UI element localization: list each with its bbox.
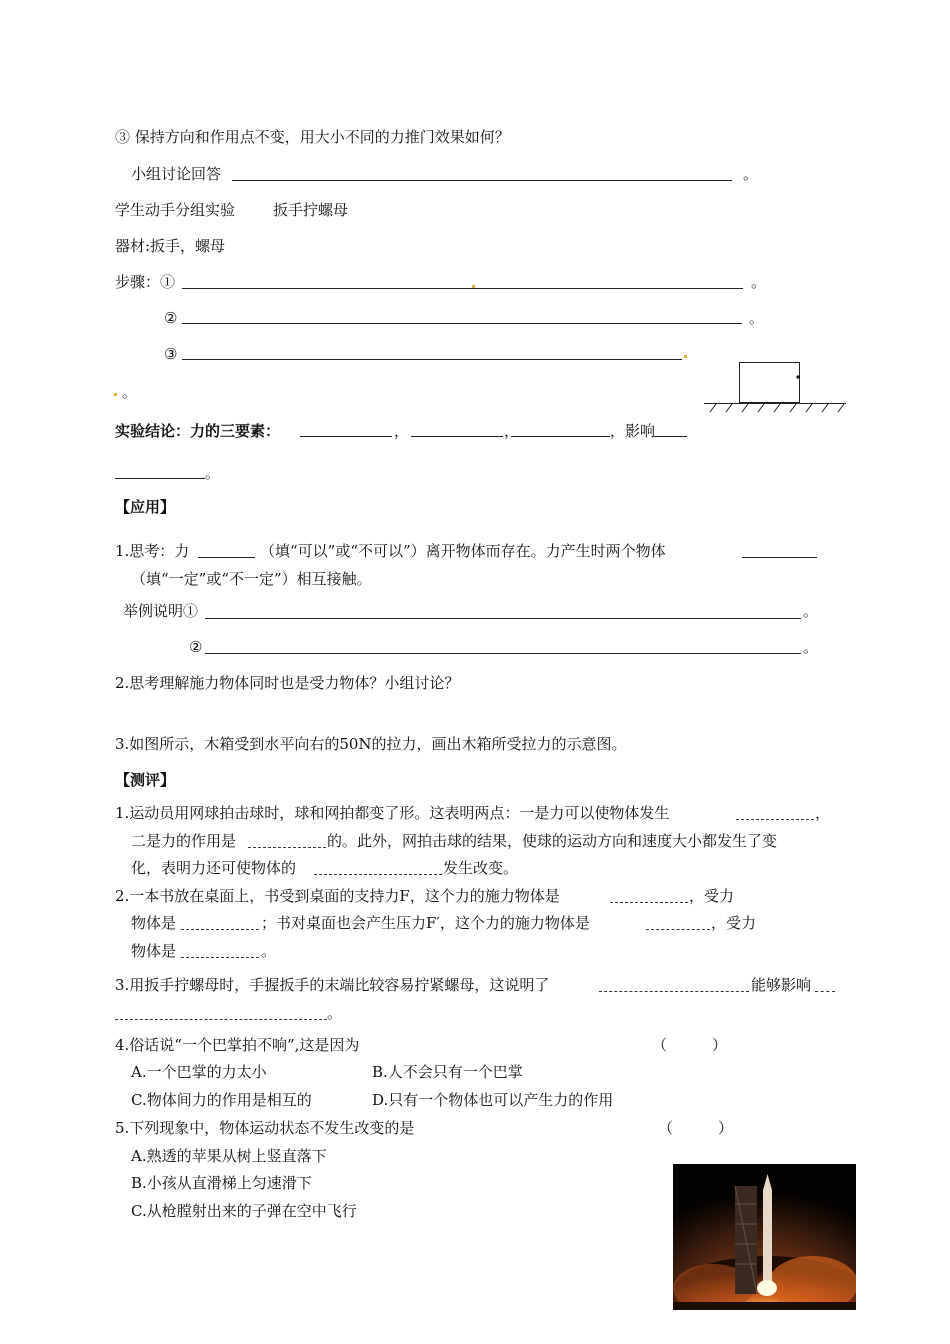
- ground-hatching: [710, 404, 844, 412]
- test-q1-line2-end: 的。此外，网拍击球的结果，使球的运动方向和速度大小都发生了变: [327, 832, 778, 850]
- rocket-launch-photo: [673, 1164, 856, 1310]
- affect-label: ，影响: [610, 422, 656, 440]
- period: 。: [122, 383, 138, 401]
- example-blank-2[interactable]: [205, 653, 801, 654]
- test-q1-line2-start: 二是力的作用是: [131, 832, 237, 850]
- group-answer-label: 小组讨论回答: [131, 165, 222, 183]
- test-q2-blank-3[interactable]: [646, 929, 710, 930]
- example-blank-1[interactable]: [205, 618, 801, 619]
- period: 。: [327, 1004, 343, 1022]
- answer-paren: （ ）: [658, 1119, 734, 1137]
- stray-mark: [114, 393, 117, 396]
- test-q3-blank-3[interactable]: [115, 1019, 327, 1020]
- test-q3-blank-2[interactable]: [815, 991, 835, 992]
- test-q1-blank-1[interactable]: [736, 819, 814, 820]
- period: 。: [261, 942, 277, 960]
- stray-mark: [472, 285, 475, 288]
- test-q3-line1: 3.用扳手拧螺母时，手握扳手的末端比较容易拧紧螺母，这说明了: [115, 976, 550, 994]
- conclusion-blank-2[interactable]: [411, 436, 503, 437]
- apply-q1-blank-2[interactable]: [742, 557, 817, 558]
- conclusion-blank-5[interactable]: [115, 478, 205, 479]
- test-q1-blank-2[interactable]: [248, 847, 326, 848]
- conclusion-label: 实验结论：力的三要素：: [115, 422, 281, 440]
- apply-q2: 2.思考理解施力物体同时也是受力物体？小组讨论？: [115, 674, 460, 692]
- test-header: 【测评】: [115, 771, 176, 789]
- conclusion-blank-1[interactable]: [300, 436, 392, 437]
- test-q5: 5.下列现象中，物体运动状态不发生改变的是: [115, 1119, 415, 1137]
- question-3-text: ③ 保持方向和作用点不变，用大小不同的力推门效果如何？: [115, 128, 510, 146]
- comma: ，: [815, 804, 831, 822]
- answer-blank[interactable]: [232, 180, 732, 181]
- option-4a[interactable]: A.一个巴掌的力太小: [131, 1063, 267, 1081]
- test-q2-line2-end: ，受力: [711, 914, 757, 932]
- equipment-text: 器材:扳手，螺母: [115, 237, 226, 255]
- example-label: 举例说明①: [123, 602, 199, 620]
- test-q2-line2-start: 物体是: [131, 914, 177, 932]
- apply-q1-blank-1[interactable]: [198, 557, 255, 558]
- option-4d[interactable]: D.只有一个物体也可以产生力的作用: [372, 1091, 614, 1109]
- period: 。: [803, 638, 819, 656]
- separator: ，: [394, 422, 410, 440]
- test-q3-affect: 能够影响: [751, 976, 812, 994]
- period: 。: [751, 273, 767, 291]
- option-5b[interactable]: B.小孩从直滑梯上匀速滑下: [131, 1174, 312, 1192]
- wooden-box: [740, 363, 800, 403]
- step-3-label: ③: [164, 345, 178, 363]
- conclusion-blank-4[interactable]: [654, 436, 687, 437]
- test-q1-blank-3[interactable]: [314, 874, 442, 875]
- steps-label: 步骤：①: [115, 273, 176, 291]
- conclusion-blank-3[interactable]: [511, 436, 610, 437]
- apply-q1-mid: （填“可以”或“不可以”）离开物体而存在。力产生时两个物体: [260, 542, 666, 560]
- test-q2-blank-4[interactable]: [181, 957, 259, 958]
- period: 。: [743, 165, 759, 183]
- option-4c[interactable]: C.物体间力的作用是相互的: [131, 1091, 312, 1109]
- test-q1-line1: 1.运动员用网球拍击球时，球和网拍都变了形。这表明两点：一是力可以使物体发生: [115, 804, 670, 822]
- step-2-label: ②: [164, 309, 178, 327]
- test-q2-line1-end: ，受力: [689, 887, 735, 905]
- test-q4: 4.俗话说“一个巴掌拍不响”,这是因为: [115, 1036, 360, 1054]
- apply-q1-start: 1.思考：力: [115, 542, 190, 560]
- period: 。: [803, 602, 819, 620]
- rocket: [763, 1190, 772, 1282]
- wooden-box-diagram: [704, 358, 850, 418]
- option-5a[interactable]: A.熟透的苹果从树上竖直落下: [131, 1147, 327, 1165]
- force-point: [796, 375, 799, 378]
- test-q2-line1: 2.一本书放在桌面上，书受到桌面的支持力F，这个力的施力物体是: [115, 887, 560, 905]
- stray-mark: [684, 355, 687, 358]
- test-q1-line3-start: 化，表明力还可使物体的: [131, 859, 297, 877]
- step-3-blank[interactable]: [182, 359, 682, 360]
- option-5c[interactable]: C.从枪膛射出来的子弹在空中飞行: [131, 1202, 357, 1220]
- separator: ，: [504, 422, 520, 440]
- step-1-blank[interactable]: [182, 288, 743, 289]
- example-2-label: ②: [189, 638, 203, 656]
- apply-header: 【应用】: [115, 498, 176, 516]
- test-q2-line3-start: 物体是: [131, 942, 177, 960]
- test-q2-line2-mid: ；书对桌面也会产生压力F′，这个力的施力物体是: [261, 914, 590, 932]
- apply-q3: 3.如图所示，木箱受到水平向右的50N的拉力，画出木箱所受拉力的示意图。: [115, 735, 627, 753]
- test-q1-line3-end: 发生改变。: [443, 859, 519, 877]
- option-4b[interactable]: B.人不会只有一个巴掌: [372, 1063, 523, 1081]
- experiment-name: 扳手拧螺母: [273, 201, 349, 219]
- apply-q1-end: （填“一定”或“不一定”）相互接触。: [131, 570, 372, 588]
- period: 。: [205, 464, 221, 482]
- test-q2-blank-1[interactable]: [610, 902, 688, 903]
- test-q3-blank-1[interactable]: [599, 991, 749, 992]
- experiment-title: 学生动手分组实验: [115, 201, 236, 219]
- period: 。: [749, 309, 765, 327]
- test-q2-blank-2[interactable]: [181, 929, 259, 930]
- step-2-blank[interactable]: [182, 323, 742, 324]
- answer-paren: （ ）: [652, 1036, 728, 1054]
